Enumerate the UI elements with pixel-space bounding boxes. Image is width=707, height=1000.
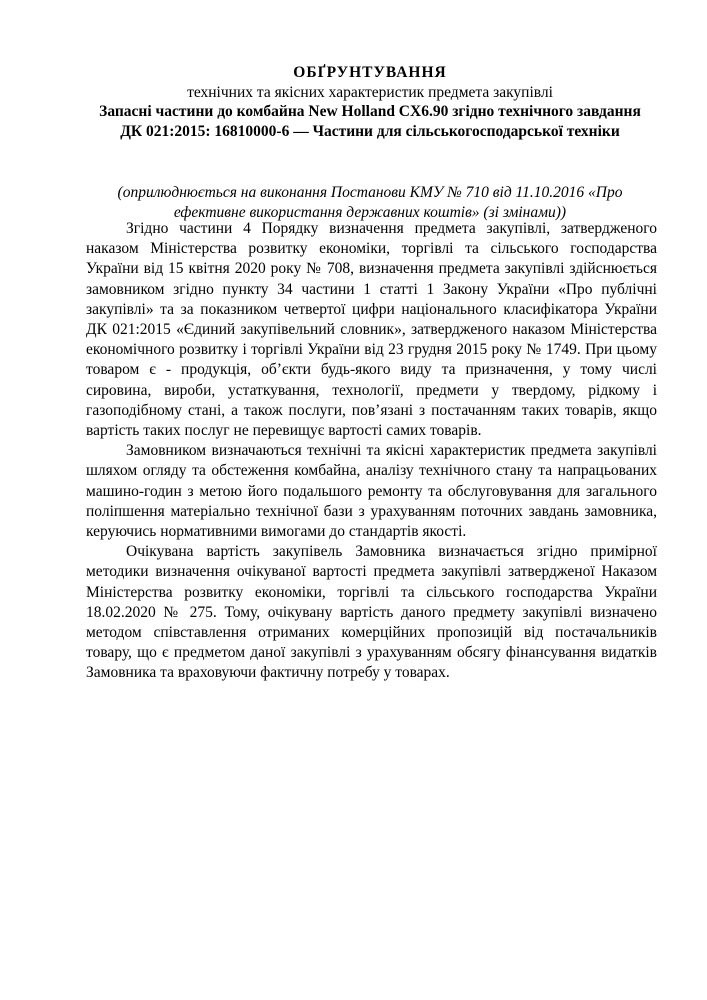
publication-note: (оприлюднюється на виконання Постанови КМУ № 710 від 11.10.2016 «Про ефективне використання державних коштів» (зі змінами)) [117,184,623,221]
document-body [86,219,657,684]
paragraph-technical-characteristics: Замовником визначаються технічні та якісні характеристик предмета закупівлі шляхом огляду та обстеження комбайна, аналізу технічного стану та напрацьованих машино-годин з метою його подальшого ремонту та обслуговування для загального поліпшення матеріально технічної бази з урахуванням поточних завдань замовника, керуючись нормативними вимогами до стандартів якості. [86,442,657,541]
document-title: ОБҐРУНТУВАННЯ [293,64,447,81]
document-subtitle: технічних та якісних характеристик предмета закупівлі [187,84,553,101]
paragraph-expected-cost: Очікувана вартість закупівель Замовника визначається згідно примірної методики визначення очікуваної вартості предмета закупівлі затвердженої Наказом Міністерства розвитку економіки, торгівлі та сільського господарства України 18.02.2020 № 275. Тому, очікувану вартість даного предмету закупівлі визначено методом співставлення отриманих комерційних пропозицій від постачальників товару, що є предметом даної закупівлі з урахуванням обсягу фінансування видатків Замовника та враховуючи фактичну потребу у товарах. [86,543,657,682]
paragraph-subject-definition: Згідно частини 4 Порядку визначення предмета закупівлі, затвердженого наказом Міністерства розвитку економіки, торгівлі та сільського господарства України від 15 квітня 2020 року № 708, визначення предмета закупівлі здійснюється замовником згідно пункту 34 частини 1 статті 1 Закону України «Про публічні закупівлі» та за показником четвертої цифри національного класифікатора України ДК 021:2015 «Єдиний закупівельний словник», затвердженого наказом Міністерства економічного розвитку і торгівлі України від 23 грудня 2015 року № 1749. При цьому товаром є - продукція, об’єкти будь-якого виду та призначення, у тому числі сировина, вироби, устаткування, технології, предмети у твердому, рідкому і газоподібному стані, а також послуги, пов’язані з постачанням таких товарів, якщо вартість таких послуг не перевищує вартості самих товарів. [86,220,657,440]
procurement-subject: Запасні частини до комбайна New Holland CX6.90 згідно технічного завдання ДК 021:2015: 16810000-6 — Частини для сільськогосподарської техніки [99,103,641,140]
